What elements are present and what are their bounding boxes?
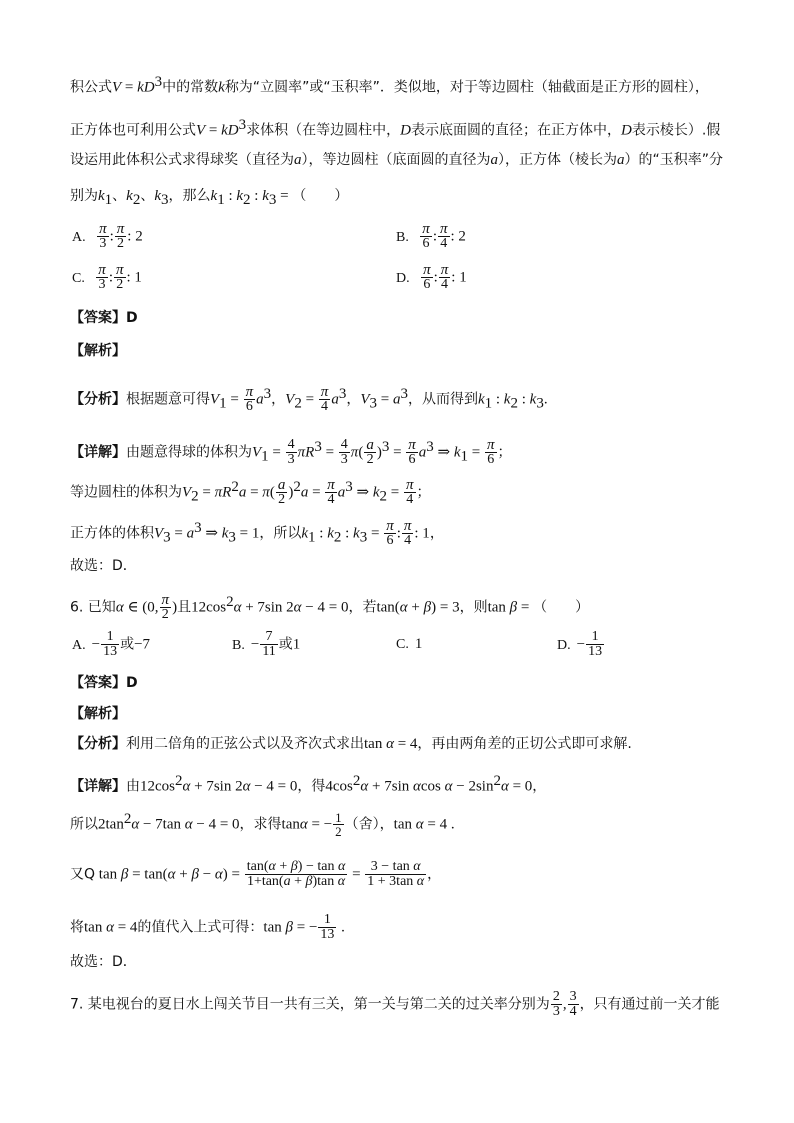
text: 中的常数: [162, 79, 219, 96]
question-7: 7. 某电视台的夏日水上闯关节目一共有三关，第一关与第二关的过关率分别为 $\frac{2}{3}$ , $\frac{3}{4}$ ，只有通过前一关才能: [70, 989, 720, 1019]
text: 别为: [70, 188, 98, 204]
text: 设运用此体积公式求得球奖（直径为: [70, 152, 294, 168]
answer-label: 【答案】D: [70, 310, 138, 326]
answer-label: 【答案】D: [70, 675, 138, 691]
option-c: C. $\frac{\pi}{3}$ : $\frac{\pi}{2}$ : 1: [72, 262, 142, 292]
text: （ ）: [292, 188, 349, 204]
detail-line-2: 等边圆柱的体积为$V_2 = \pi R^2a = \pi$( $\frac{a}{2}$ )$^2$a = $\frac{\pi}{4}$ $a^3$ ⇒ $k_2$ = $\frac{\pi}{4}$ ；: [70, 477, 431, 508]
text: 求体积（在等边圆柱中，: [246, 122, 401, 139]
detail-line-1: 【详解】由$12\cos^2\alpha + 7\sin$ 2α − 4 = 0，得$4\cos^2\alpha + 7\sin$ αcos $\alpha - 2\sin^2\alpha = 0$，: [70, 773, 547, 795]
analysis-label: 【解析】: [70, 343, 126, 359]
text: ），正方体（棱长为: [498, 152, 617, 168]
text: 称为“立圆率”或“玉积率”．类似地，对于等边圆柱（轴截面是正方形的圆柱），: [224, 79, 709, 96]
detail-line-3: 正方体的体积$V_3 = a^3$ ⇒ $k_3 = 1$，所以$k_1$ : $k_2$ : $k_3$ = $\frac{\pi}{6}$ : $\frac{\pi}{4}$ : 1，: [70, 518, 444, 549]
analysis-line: 【分析】利用二倍角的正弦公式以及齐次式求出tan α = 4，再由两角差的正切公式即可求解.: [70, 736, 632, 752]
text: 积公式: [70, 79, 112, 96]
text: 表示棱长）.假: [631, 122, 721, 139]
detail-line-3: 又Q tan β = tan(α + β − α) = $\frac{\text{tan(α + β) − tan α}}{\text{1+tan(a + β)tan α}}$ = $\frac{\text{3 − tan α}}{\text{1 + 3tan α}}$ ，: [70, 859, 442, 889]
text: ），等边圆柱（底面圆的直径为: [301, 152, 491, 168]
analysis-line: 【分析】根据题意可得$V_1$ = $\frac{\pi}{6}$ $a^3$，$V_2$ = $\frac{\pi}{4}$ $a^3$，$V_3 = a^3$，从而得到$k_1$ : $k_2$ : $k_3$.: [70, 384, 548, 415]
option-a: A. $\frac{\pi}{3}$ : $\frac{\pi}{2}$ : 2: [72, 221, 143, 251]
option-d: D. − $\frac{1}{13}$: [557, 629, 603, 659]
detail-line-4: 将tan α = 4的值代入上式可得：tan β = − $\frac{1}{13}$ .: [70, 912, 345, 942]
option-d: D. $\frac{\pi}{6}$ : $\frac{\pi}{4}$ : 1: [396, 262, 467, 292]
option-a: A. − $\frac{1}{13}$ 或−7: [72, 629, 151, 659]
text-line-3: 设运用此体积公式求得球奖（直径为a），等边圆柱（底面圆的直径为a），正方体（棱长为a）的“玉积率”分: [70, 152, 724, 168]
text-line-2: 正方体也可利用公式$V = kD^3$求体积（在等边圆柱中，D表示底面圆的直径；在正方体中，D表示棱长）.假: [70, 117, 721, 139]
text-line-4: 别为$k_1$、$k_2$、$k_3$，那么$k_1$ : $k_2$ : $k_3$ = （ ）: [70, 188, 349, 208]
choose-line-5: 故选：D．: [70, 558, 137, 574]
detail-line-2: 所以$2\tan^2\alpha - 7\tan$ α − 4 = 0，求得tanα = − $\frac{1}{2}$ （舍），tan α = 4 .: [70, 810, 455, 840]
detail-line-1: 【详解】由题意得球的体积为$V_1$ = $\frac{4}{3}$ $\pi R^3$ = $\frac{4}{3}$ π( $\frac{a}{2}$ )$^3$ = $\frac{\pi}{6}$ $a^3$ ⇒ $k_1$ = $\frac{\pi}{6}$ ；: [70, 437, 512, 468]
text: 正方体也可利用公式: [70, 122, 196, 139]
text-line-1: 积公式$V = kD^3$中的常数k称为“立圆率”或“玉积率”．类似地，对于等边圆柱（轴截面是正方形的圆柱），: [70, 74, 709, 96]
text: 表示底面圆的直径；在正方体中，: [410, 122, 621, 139]
text: ，那么: [168, 188, 211, 204]
question-6: 6. 已知α ∈ (0, $\frac{\pi}{2}$ )且$12\cos^2\alpha + 7\sin$ 2α − 4 = 0，若tan(α + β) = 3，则tan β = （ ）: [70, 592, 590, 623]
choose-line-6: 故选：D．: [70, 954, 137, 970]
option-b: B. − $\frac{7}{11}$ 或1: [232, 629, 301, 659]
option-c: C. 1: [396, 636, 423, 652]
text: ）的“玉积率”分: [624, 152, 724, 168]
analysis-label: 【解析】: [70, 706, 126, 722]
option-b: B. $\frac{\pi}{6}$ : $\frac{\pi}{4}$ : 2: [396, 221, 466, 251]
